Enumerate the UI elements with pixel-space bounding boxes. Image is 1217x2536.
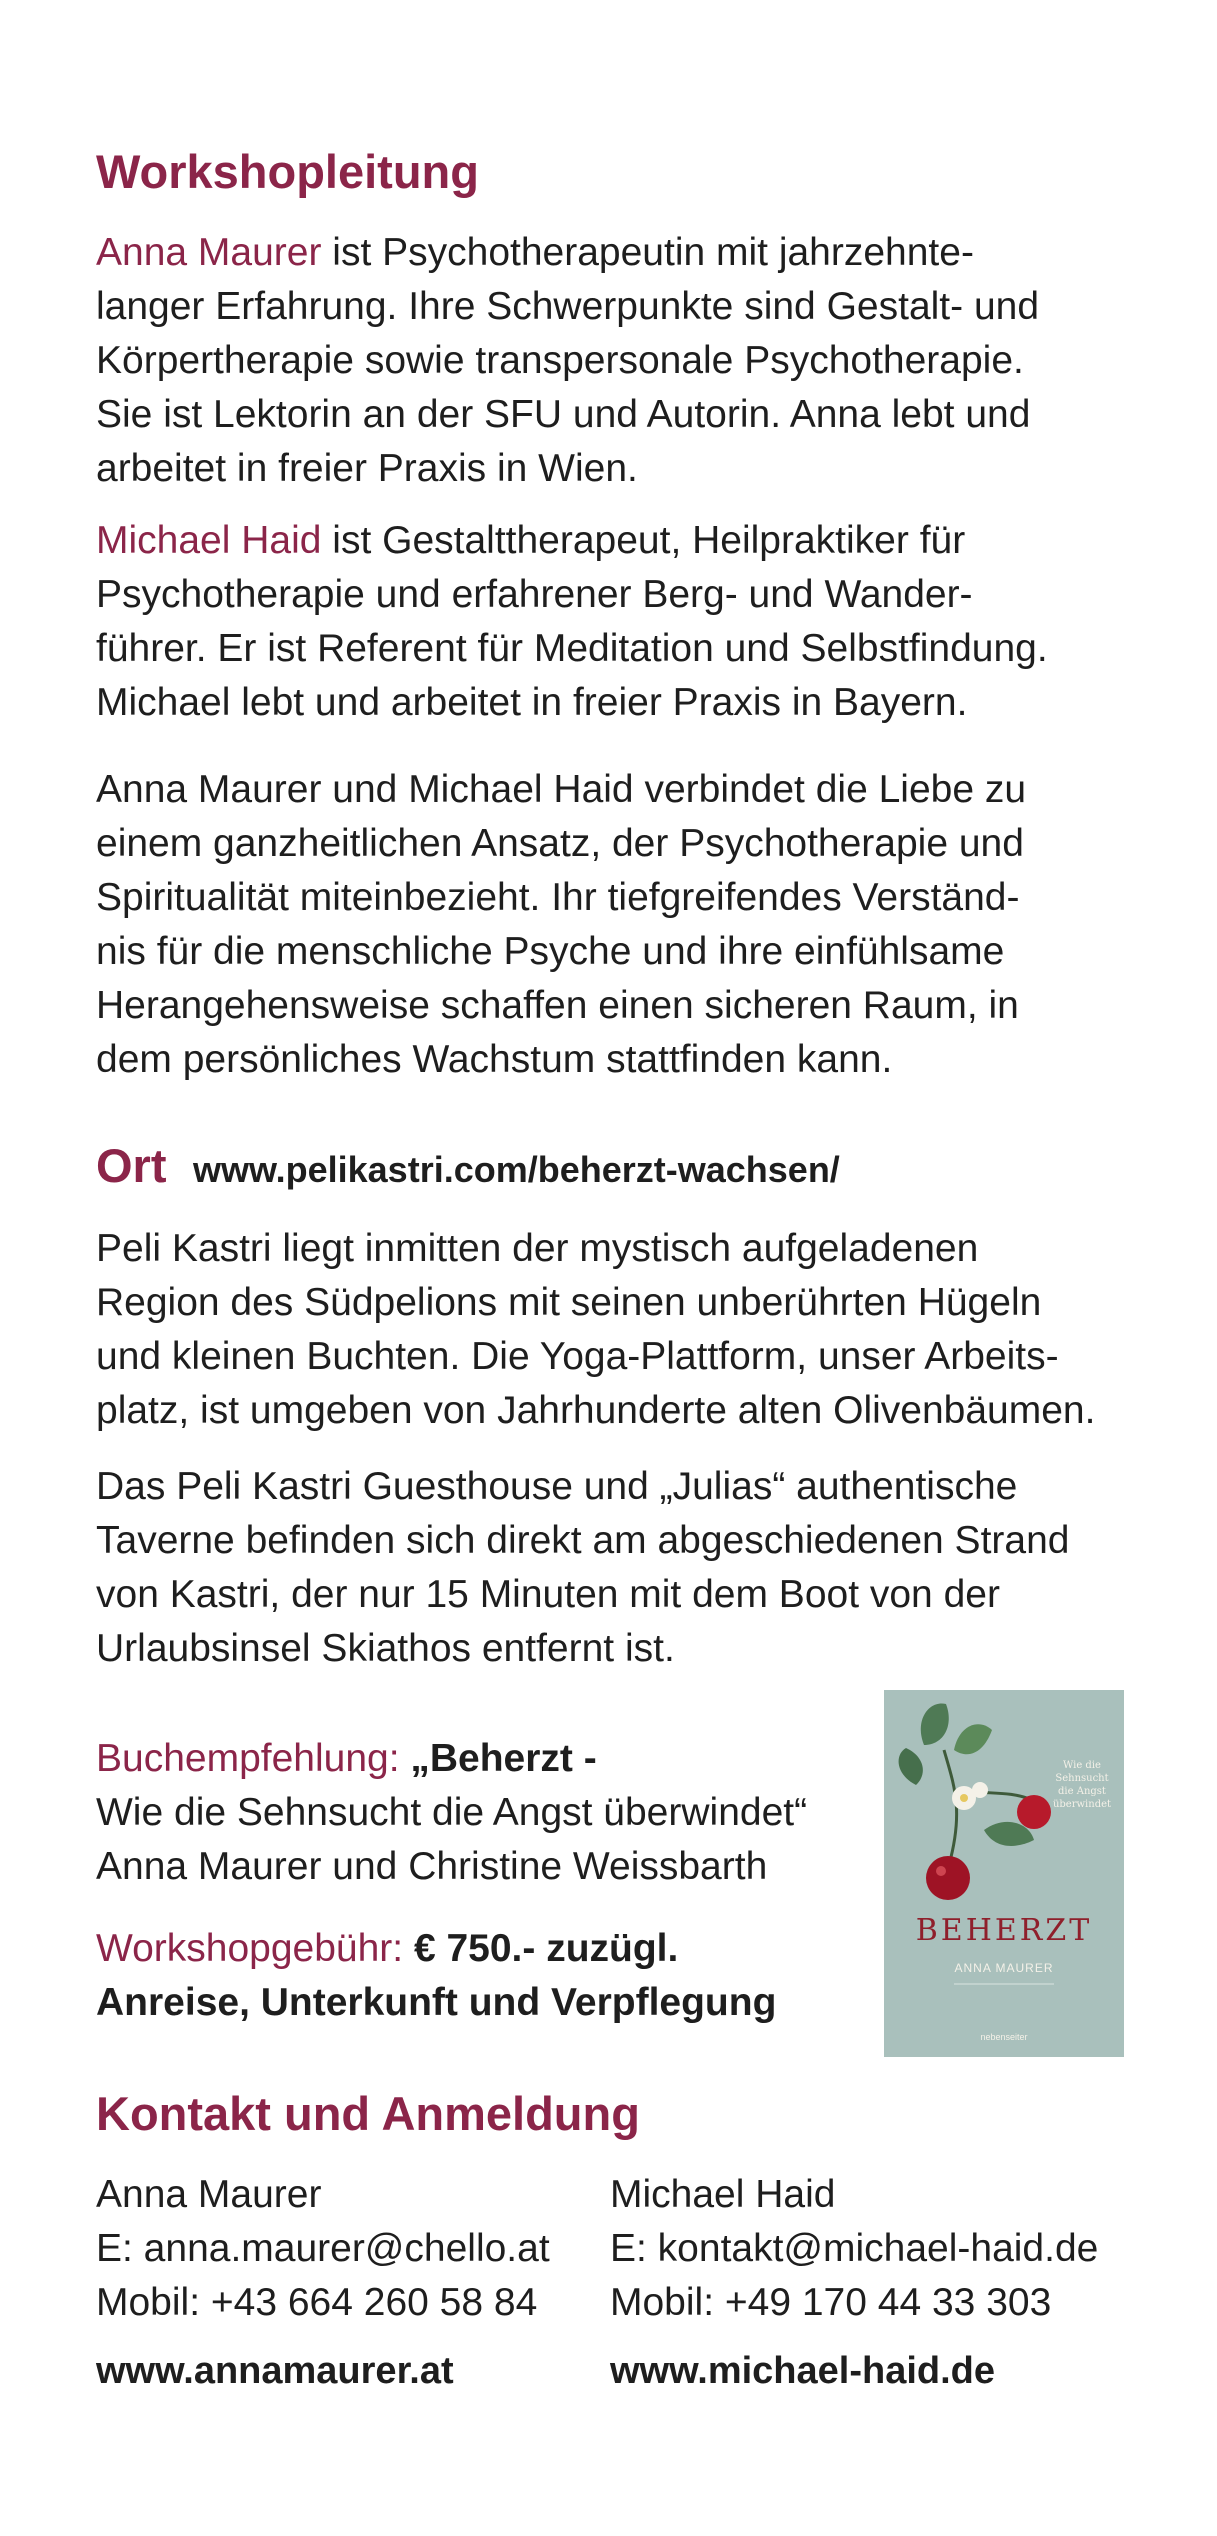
shared-bio [96,763,1146,1087]
contact-anna [96,2168,550,2398]
ort-line: Das Peli Kastri Guesthouse und „Julias“ authentische [96,1465,1018,1508]
ort-paragraph-1 [96,1222,1146,1438]
michael-name: Michael Haid [96,519,322,562]
shared-bio-line: dem persönliches Wachstum stattfinden kann. [96,1038,893,1081]
book-cover-art [884,1690,1124,2057]
blossom-icon [972,1782,988,1798]
ort-line: platz, ist umgeben von Jahrhunderte alten Olivenbäumen. [96,1389,1096,1432]
book-cover [884,1690,1124,2057]
cover-publisher: nebenseiter [980,2032,1028,2042]
shared-bio-line: Anna Maurer und Michael Haid verbindet die Liebe zu [96,768,1027,811]
michael-bio-line: führer. Er ist Referent für Meditation und Selbstfindung. [96,627,1048,670]
ort-line: Region des Südpelions mit seinen unberührten Hügeln [96,1281,1042,1324]
cover-subtitle-line: die Angst [1058,1786,1106,1797]
michael-bio-line: Michael lebt und arbeitet in freier Praxis in Bayern. [96,681,968,724]
contact-name: Michael Haid [610,2173,836,2216]
book-label: Buchempfehlung: [96,1737,400,1780]
anna-bio-line: langer Erfahrung. Ihre Schwerpunkte sind Gestalt- und [96,285,1040,328]
ort-line: von Kastri, der nur 15 Minuten mit dem Boot von der [96,1573,1000,1616]
shared-bio-line: Herangehensweise schaffen einen sicheren Raum, in [96,984,1019,1027]
cover-subtitle-line: überwindet [1052,1799,1112,1810]
fee-price: € 750.- zuzügl. [403,1927,679,1970]
book-title-first: „Beherzt - [399,1737,597,1780]
ort-heading: Ort [96,1139,167,1192]
anna-bio-line: ist Psychotherapeutin mit jahrzehnte- [321,231,974,274]
shared-bio-line: einem ganzheitlichen Ansatz, der Psychotherapie und [96,822,1024,865]
contact-michael [610,2168,1098,2398]
kontakt-heading: Kontakt und Anmeldung [96,2087,640,2140]
ort-line: Peli Kastri liegt inmitten der mystisch aufgeladenen [96,1227,979,1270]
fee-label: Workshopgebühr: [96,1927,404,1970]
contact-mobile: Mobil: +43 664 260 58 84 [96,2281,538,2324]
book-authors: Anna Maurer und Christine Weissbarth [96,1845,768,1888]
anna-bio-line: arbeitet in freier Praxis in Wien. [96,447,638,490]
blossom-center-icon [960,1794,968,1802]
ort-heading-row [96,1138,840,1193]
cover-title: BEHERZT [915,1913,1093,1948]
fee-extra: Anreise, Unterkunft und Verpflegung [96,1981,777,2024]
book-title-second: Wie die Sehnsucht die Angst überwindet“ [96,1791,808,1834]
contact-name: Anna Maurer [96,2173,322,2216]
cherry-icon [926,1856,970,1900]
ort-line: Taverne befinden sich direkt am abgeschiedenen Strand [96,1519,1070,1562]
workshopleitung-heading: Workshopleitung [96,145,479,198]
contact-email-link[interactable]: E: kontakt@michael-haid.de [610,2227,1099,2270]
shared-bio-line: nis für die menschliche Psyche und ihre einfühlsame [96,930,1005,973]
anna-bio-line: Sie ist Lektorin an der SFU und Autorin. Anna lebt und [96,393,1031,436]
michael-bio [96,514,1146,730]
contact-email-link[interactable]: E: anna.maurer@chello.at [96,2227,550,2270]
cover-subtitle-line: Sehnsucht [1055,1773,1109,1784]
ort-line: und kleinen Buchten. Die Yoga-Plattform, unser Arbeits- [96,1335,1059,1378]
michael-bio-line: Psychotherapie und erfahrener Berg- und Wander- [96,573,973,616]
cherry-shine-icon [936,1866,946,1876]
cover-author: ANNA MAURER [954,1961,1054,1975]
ort-paragraph-2 [96,1460,1146,1676]
ort-url-link[interactable]: www.pelikastri.com/beherzt-wachsen/ [192,1149,840,1190]
contact-mobile: Mobil: +49 170 44 33 303 [610,2281,1052,2324]
ort-line: Urlaubsinsel Skiathos entfernt ist. [96,1627,675,1670]
anna-bio [96,226,1146,496]
michael-bio-line: ist Gestalttherapeut, Heilpraktiker für [321,519,966,562]
shared-bio-line: Spiritualität miteinbezieht. Ihr tiefgreifendes Verständ- [96,876,1020,919]
cherry-icon [1017,1795,1051,1829]
anna-name: Anna Maurer [96,231,322,274]
anna-bio-line: Körpertherapie sowie transpersonale Psychotherapie. [96,339,1024,382]
cover-subtitle-line: Wie die [1063,1760,1101,1771]
workshop-fee [96,1922,866,2030]
contact-website-link[interactable]: www.michael-haid.de [610,2350,996,2392]
contact-website-link[interactable]: www.annamaurer.at [96,2350,454,2392]
book-recommendation [96,1732,866,1894]
